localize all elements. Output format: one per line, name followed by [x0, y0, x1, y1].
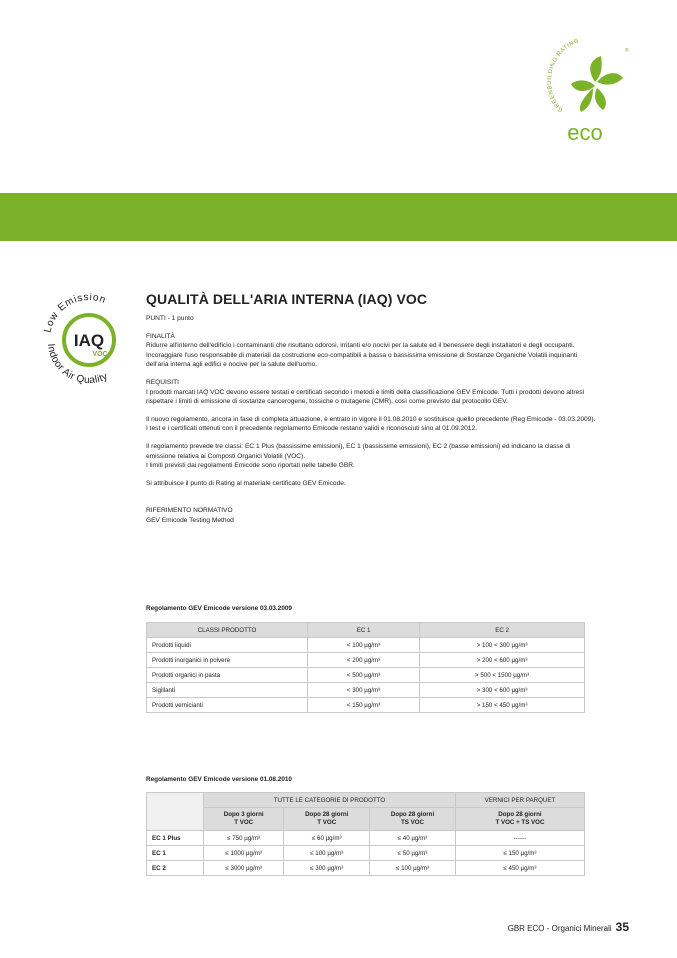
group-header: VERNICI PER PARQUET — [455, 793, 584, 808]
table-cell: ≤ 60 µg/m³ — [284, 831, 370, 846]
main-content — [146, 290, 596, 526]
col-header: EC 2 — [420, 623, 585, 638]
requisiti-label: REQUISITI — [146, 378, 179, 386]
table-cell: EC 1 — [147, 846, 204, 861]
table-cell: EC 1 Plus — [147, 831, 204, 846]
logo-registered: ® — [625, 48, 629, 54]
table-cell: < 150 µg/m³ — [308, 698, 420, 713]
table-cell: ≤ 750 µg/m³ — [204, 831, 284, 846]
table-cell: Prodotti inorganici in polvere — [147, 653, 308, 668]
riferimento-label: RIFERIMENTO NORMATIVO — [146, 507, 233, 515]
footer-text: GBR ECO - Organici Minerali — [507, 924, 612, 933]
requisiti-paragraph-1: I prodotti marcati IAQ VOC devono essere testati e certificati secondo i metodi e limiti della classificazione GEV Emicode. Tutti i prodotti devono altresì rispettare i limiti di emissione di sostanze cancerogene, tossiche o mutagene (CMR), così come previsto dal protocollo GEV. — [146, 388, 585, 406]
requisiti-paragraph-2: Il nuovo regolamento, ancora in fase di completa attuazione, è entrato in vigore il 01.08.2010 e sostituisce quello precedente (Reg Emicode - 03.03.2009). I test e i certificati ottenuti con il precedente regolamento Emicode restano validi e riconosciuti sino al 01.09.2012. — [146, 415, 596, 433]
subheader-cell: Dopo 28 giorni T VOC — [284, 808, 370, 831]
logo-eco-text: eco — [567, 120, 603, 145]
table-row — [147, 638, 585, 653]
page-footer — [508, 920, 629, 934]
table-cell: Prodotti organici in pasta — [147, 668, 308, 683]
table-cell: > 200 < 600 µg/m³ — [420, 653, 585, 668]
svg-text:GREENBUILDING RATING — [547, 38, 580, 113]
table-row — [147, 831, 585, 846]
table-cell: Sigillanti — [147, 683, 308, 698]
subheader-cell: Dopo 3 giorni T VOC — [204, 808, 284, 831]
requisiti-section — [146, 378, 596, 407]
table-cell: < 300 µg/m³ — [308, 683, 420, 698]
table-cell: ≤ 40 µg/m³ — [370, 831, 456, 846]
subheader-cell: Dopo 28 giorni TS VOC — [370, 808, 456, 831]
table-cell: > 500 < 1500 µg/m³ — [420, 668, 585, 683]
logo-rating-text: GREENBUILDING RATING — [546, 38, 581, 113]
table-cell: ≤ 100 µg/m³ — [284, 846, 370, 861]
table-cell: > 300 < 600 µg/m³ — [420, 683, 585, 698]
green-header-band — [0, 193, 677, 241]
page-title: QUALITÀ DELL'ARIA INTERNA (IAQ) VOC — [146, 291, 428, 307]
table-cell: ≤ 50 µg/m³ — [370, 846, 456, 861]
iaq-bottom-arc-text: Indoor Air Quality — [45, 343, 110, 387]
requisiti-paragraph-3 — [146, 442, 596, 471]
table-cell: > 100 < 300 µg/m³ — [420, 638, 585, 653]
col-header: EC 1 — [308, 623, 420, 638]
table-header-row — [147, 793, 585, 808]
table-cell: ≤ 3000 µg/m³ — [204, 861, 284, 876]
table-cell: ≤ 300 µg/m³ — [284, 861, 370, 876]
table1-caption: Regolamento GEV Emicode versione 03.03.2009 — [146, 605, 292, 612]
riferimento-text: GEV Emicode Testing Method — [146, 516, 234, 524]
finalita-section — [146, 332, 596, 370]
table-row — [147, 861, 585, 876]
table-cell: < 500 µg/m³ — [308, 668, 420, 683]
table-row — [147, 653, 585, 668]
requisiti-paragraph-3a: Il regolamento prevede tre classi: EC 1 Plus (bassissime emissioni), EC 1 (bassissime emissioni), EC 2 (basse emissioni) ed indicano la classe di emissione relativa ai Composti Organici Volatili (VOC). — [146, 442, 571, 460]
table2-caption: Regolamento GEV Emicode versione 01.08.2010 — [146, 776, 292, 783]
table-emicode-2010 — [146, 792, 585, 876]
group-header: TUTTE LE CATEGORIE DI PRODOTTO — [204, 793, 456, 808]
table-cell: ≤ 1000 µg/m³ — [204, 846, 284, 861]
eco-rating-logo — [545, 38, 645, 148]
points-text: PUNTI - 1 punto — [146, 315, 194, 322]
table-row — [147, 683, 585, 698]
table-subheader-row — [147, 808, 585, 831]
leaf-icon — [571, 56, 623, 112]
iaq-top-arc-text: Low Emission — [42, 291, 108, 334]
table-cell: < 100 µg/m³ — [308, 638, 420, 653]
finalita-text: Ridurre all'interno dell'edificio i contaminanti che risultano odorosi, irritanti e/o nocivi per la salute ed il benessere degli installatori e degli occupanti. Incoraggiare l'uso responsabile di materiali da costruzione eco-compatibili a bassa o bassissima emissione di Sostanze Organiche Volatili inquinanti dell'aria interna agli edifici e nocive per la salute dell'uomo. — [146, 342, 578, 369]
iaq-mark: IAQ — [73, 331, 105, 350]
table-cell: Prodotti liquidi — [147, 638, 308, 653]
table-header-row — [147, 623, 585, 638]
table-cell: EC 2 — [147, 861, 204, 876]
table-row — [147, 698, 585, 713]
table-row — [147, 846, 585, 861]
requisiti-paragraph-4: Si attribuisce il punto di Rating al materiale certificato GEV Emicode. — [146, 479, 346, 487]
table-cell: ≤ 150 µg/m³ — [455, 846, 584, 861]
requisiti-paragraph-3b: I limiti previsti dai regolamenti Emicode sono riportati nelle tabelle GBR. — [146, 462, 355, 470]
table-cell: > 150 < 450 µg/m³ — [420, 698, 585, 713]
table-cell: ≤ 450 µg/m³ — [455, 861, 584, 876]
subheader-cell: Dopo 28 giorni T VOC + TS VOC — [455, 808, 584, 831]
table-cell: ------ — [455, 831, 584, 846]
empty-header-cell — [147, 793, 204, 831]
table-cell: Prodotti vernicianti — [147, 698, 308, 713]
svg-text:Low Emission — [43, 292, 108, 334]
page-number: 35 — [615, 920, 629, 934]
table-cell: < 200 µg/m³ — [308, 653, 420, 668]
iaq-voc: VOC — [92, 351, 108, 358]
table-row — [147, 668, 585, 683]
iaq-low-emission-logo — [40, 290, 138, 388]
finalita-label: FINALITÀ — [146, 332, 175, 340]
table-cell: ≤ 100 µg/m³ — [370, 861, 456, 876]
col-header: CLASSI PRODOTTO — [147, 623, 308, 638]
table-emicode-2009 — [146, 622, 585, 713]
